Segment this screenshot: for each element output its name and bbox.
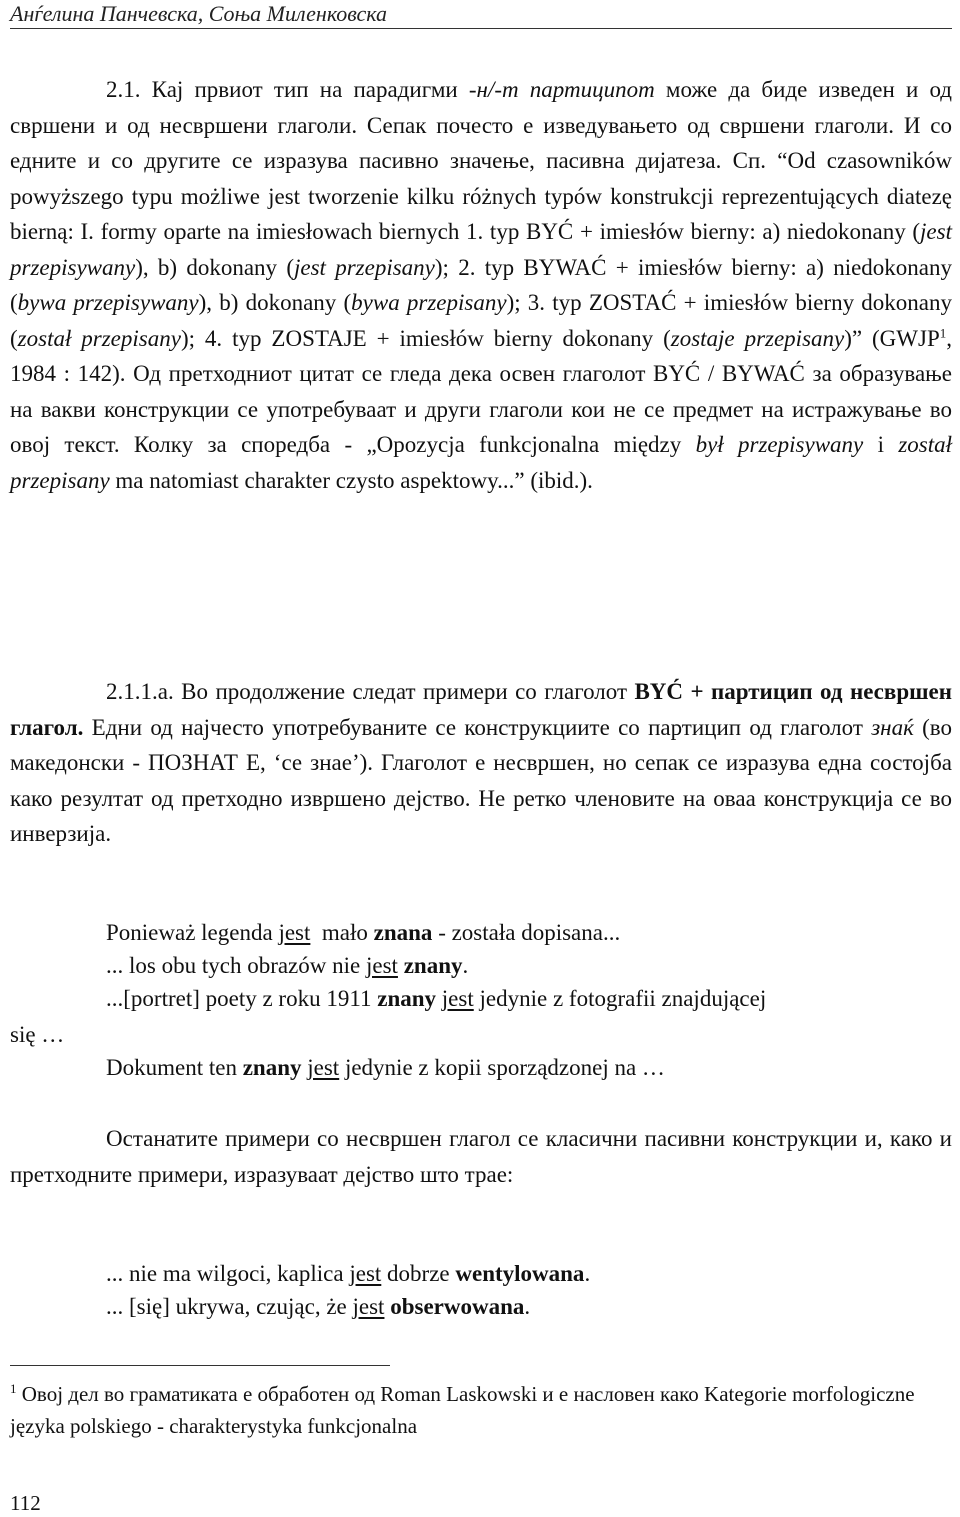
text-run: ma natomiast charakter czysto aspektowy...” (ibid.).	[109, 467, 593, 493]
underlined-verb: jest	[307, 1055, 340, 1080]
footnote	[10, 1378, 952, 1442]
text-run: .	[524, 1294, 531, 1319]
text-run: ... [się] ukrywa, czując, że	[106, 1294, 353, 1319]
bold-participle: obserwowana	[390, 1294, 525, 1319]
underlined-verb: jest	[349, 1261, 382, 1286]
example-line-3-wrap: się …	[10, 1022, 65, 1047]
text-run: ), b) dokonany (	[198, 290, 352, 315]
underlined-verb: jest	[441, 986, 474, 1011]
text-run: ), b) dokonany (	[135, 254, 294, 280]
underlined-verb: jest	[352, 1294, 385, 1319]
italic-term: знаќ	[871, 714, 914, 740]
example-italic: był przepisywany	[695, 432, 864, 457]
bold-term: BYĆ + партицип од несвршен глагол.	[10, 679, 952, 740]
paragraph-2-1	[10, 72, 952, 498]
text-run: 2.1. Кај првиот тип на парадигми	[106, 77, 469, 102]
example-line-5	[106, 1257, 952, 1290]
example-italic: został przepisany	[10, 432, 953, 493]
text-run: ); 2. typ BYWAĆ + imiesłów bierny: a) niedokonany (	[10, 254, 953, 315]
text-run: , 1984 : 142). Од претходниот цитат се гледа дека освен глаголот BYĆ / BYWAĆ за образување на вакви конструкции се употребуваат и други глаголи кои не се предмет на истражување во овој текст. Колку за споредба - „Opozycja funkcjonalna między	[10, 325, 952, 457]
example-italic: został przepisany	[17, 325, 181, 351]
examples-block-a	[106, 916, 952, 1015]
underlined-verb: jest	[278, 920, 311, 945]
text-run: )” (GWJP	[844, 325, 940, 351]
text-run: ... los obu tych obrazów nie	[106, 953, 366, 978]
examples-block-b	[106, 1257, 952, 1323]
paragraph-remaining-examples: Останатите примери со несвршен глагол се класични пасивни конструкции и, како и претходните примери, изразуваат дејство што трае:	[10, 1126, 952, 1187]
bold-participle: znany	[403, 953, 463, 978]
example-line-4	[106, 1051, 952, 1084]
bold-participle: znana	[373, 920, 433, 945]
example-line-6	[106, 1290, 952, 1323]
example-italic: jest przepisany	[294, 254, 435, 280]
page-number: 112	[10, 1491, 41, 1515]
text-run: Едни од најчесто употребуваните се конструкциите со партицип од глаголот	[83, 714, 872, 740]
examples-block-a4	[106, 1051, 952, 1084]
example-line-3	[106, 982, 952, 1015]
footnote-text: Овој дел во граматиката е обработен од Roman Laskowski и е насловен како Kategorie morfologiczne języka polskiego - charakterystyka funkcjonalna	[10, 1382, 915, 1438]
text-run: може да биде изведен и од свршени и од несвршени глаголи. Сепак почесто е изведувањето од свршени глаголи. И со едните и со другите се изразува пасивно значење, пасивна дијатеза. Сп. “Od czasowników powyższego typu możliwe jest tworzenie kilku różnych typów konstrukcji reprezentujących diatezę bierną: I. formy oparte na imiesłowach biernych 1. typ BYĆ + imiesłów bierny: a) niedokonany (	[10, 77, 952, 244]
example-line-2	[106, 949, 952, 982]
text-run: (во македонски - ПОЗНАТ Е, ‘се знае’). Глаголот е несвршен, но сепак се изразува една состојба како резултат од претходно извршено дејство. Не ретко членовите на оваа конструкција се во инверзија.	[10, 714, 952, 846]
text-run: - została dopisana...	[432, 920, 621, 945]
text-run: .	[462, 953, 469, 978]
example-italic: jest przepisywany	[10, 219, 952, 280]
bold-participle: znany	[242, 1055, 302, 1080]
text-run: i	[863, 432, 899, 457]
term-italic: -н/-т партиципот	[468, 77, 655, 102]
text-run: Ponieważ legenda	[106, 920, 279, 945]
example-italic: bywa przepisywany	[17, 290, 199, 315]
text-run: mało	[310, 920, 374, 945]
text-run: jedynie z kopii sporządzonej na …	[339, 1055, 665, 1080]
example-italic: zostaje przepisany	[670, 325, 845, 351]
text-run: ...[portret] poety z roku 1911	[106, 986, 378, 1011]
bold-participle: wentylowana	[455, 1261, 585, 1286]
example-italic: bywa przepisany	[351, 290, 507, 315]
footnote-divider	[10, 1365, 390, 1366]
bold-participle: znany	[377, 986, 437, 1011]
text-run: .	[584, 1261, 591, 1286]
text-run: 2.1.1.a. Во продолжение следат примери со глаголот	[106, 679, 635, 704]
text-run: ... nie ma wilgoci, kaplica	[106, 1261, 350, 1286]
running-header: Анѓелина Панчевска, Соња Миленковска	[10, 0, 952, 29]
example-line-1	[106, 916, 952, 949]
footnote-ref: 1	[939, 324, 947, 340]
text-run: Dokument ten	[106, 1055, 243, 1080]
text-run: jedynie z fotografii znajdującej	[473, 986, 767, 1011]
underlined-verb: jest	[365, 953, 398, 978]
text-run: dobrze	[381, 1261, 456, 1286]
paragraph-2-1-1-a	[10, 674, 952, 852]
text-run: ); 3. typ ZOSTAĆ + imiesłów bierny dokonany (	[10, 290, 952, 351]
footnote-number: 1	[10, 1381, 17, 1396]
text-run: ); 4. typ ZOSTAJE + imiesłów bierny dokonany (	[180, 325, 671, 351]
